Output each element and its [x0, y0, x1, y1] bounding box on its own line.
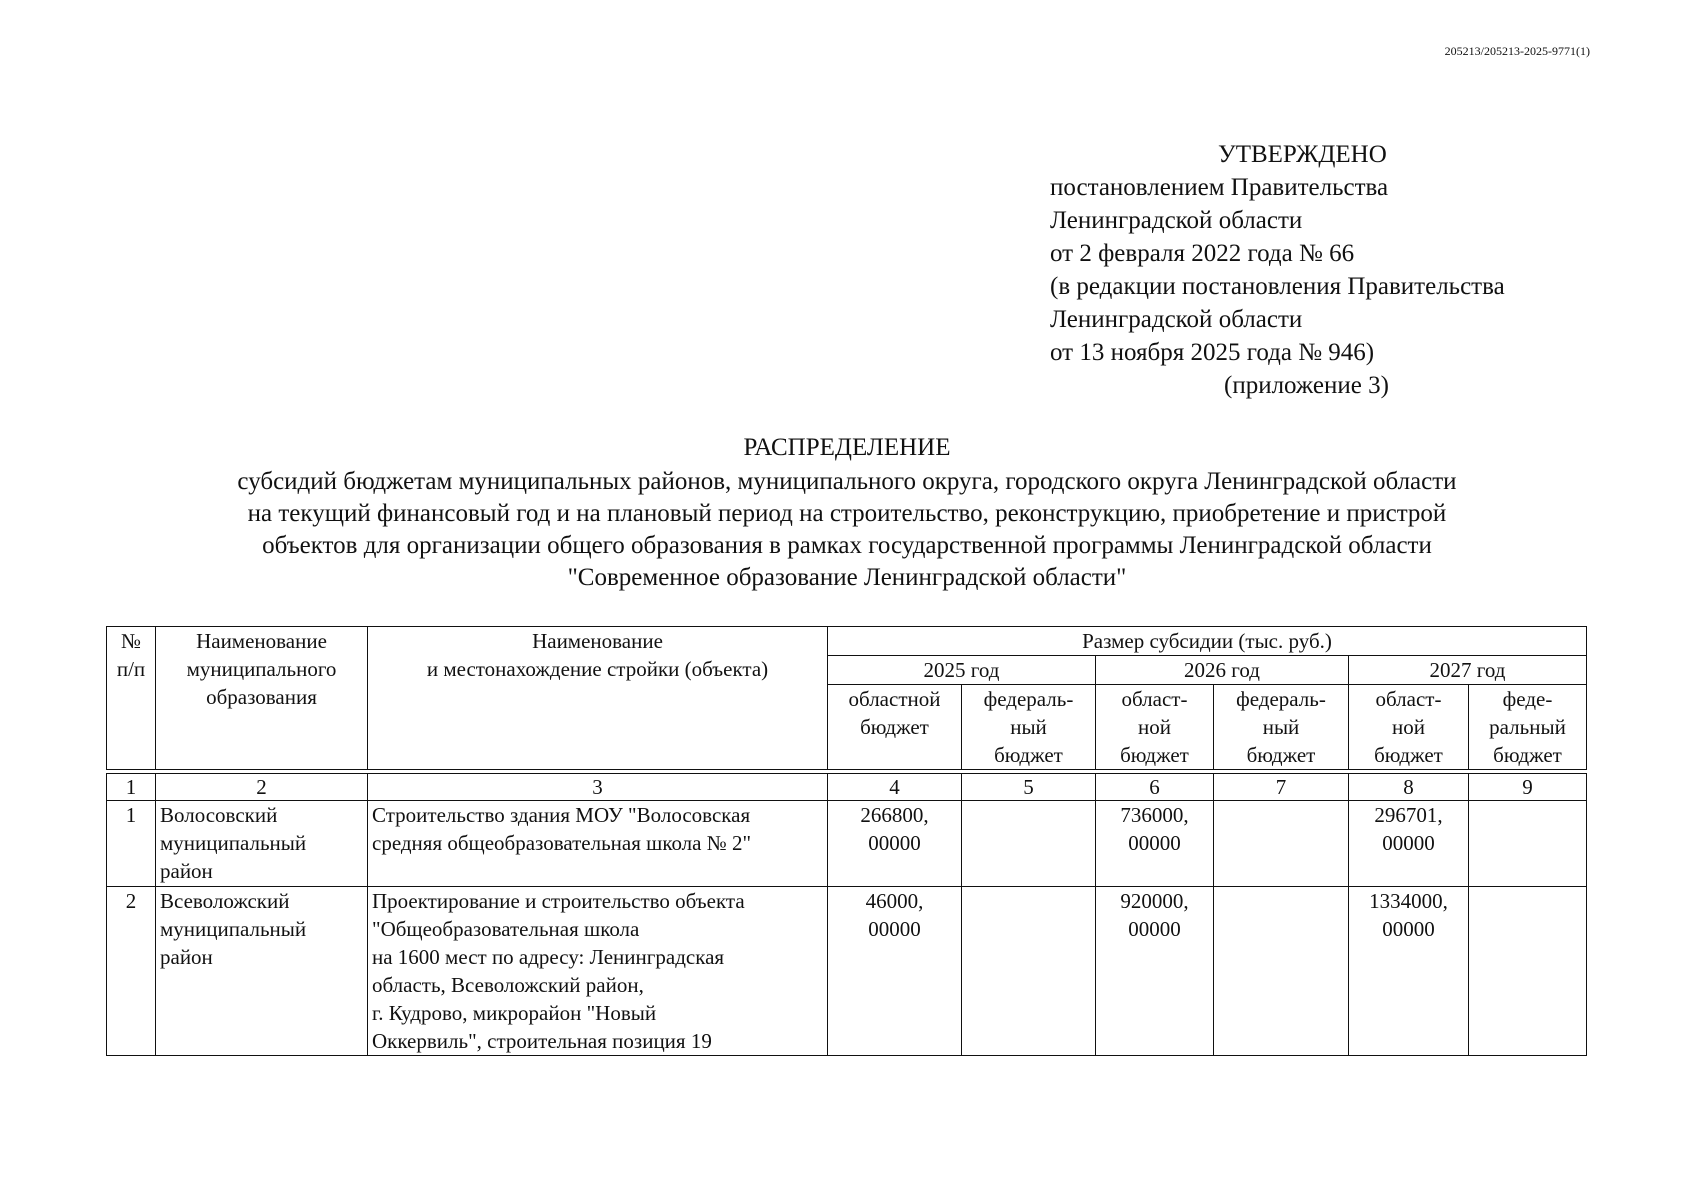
header-year-2025: 2025 год: [828, 656, 1096, 685]
row-federal-2025: [962, 801, 1096, 887]
cell-line: муниципальный: [160, 831, 307, 855]
cell-line: Волосовский: [160, 803, 278, 827]
header-text: ный: [1262, 715, 1300, 739]
row-federal-2026: [1214, 887, 1349, 1056]
cell-line: 296701,: [1374, 803, 1443, 827]
cell-line: 00000: [1128, 831, 1181, 855]
subsidy-table: [106, 626, 1587, 1056]
column-number: 2: [156, 774, 368, 801]
cell-line: 00000: [1382, 917, 1435, 941]
cell-line: 1334000,: [1369, 889, 1448, 913]
header-text: област-: [1121, 687, 1188, 711]
column-number: 6: [1096, 774, 1214, 801]
cell-line: 00000: [868, 831, 921, 855]
header-text: ный: [1010, 715, 1047, 739]
column-number: 7: [1214, 774, 1349, 801]
column-number: 5: [962, 774, 1096, 801]
row-municipality: [156, 887, 368, 1056]
header-text: феде-: [1502, 687, 1553, 711]
cell-line: средняя общеобразовательная школа № 2": [372, 831, 752, 855]
approval-line: постановлением Правительства: [1050, 174, 1389, 201]
header-budget-regional-2026: [1096, 685, 1214, 770]
title-line: "Современное образование Ленинградской области": [567, 564, 1127, 591]
cell-line: 00000: [868, 917, 921, 941]
header-col-municipality: [156, 627, 368, 770]
column-number: 8: [1349, 774, 1469, 801]
cell-line: г. Кудрово, микрорайон "Новый: [372, 1001, 657, 1025]
column-number: 1: [107, 774, 156, 801]
header-col-no: [107, 627, 156, 770]
row-regional-2026: [1096, 887, 1214, 1056]
title-main: РАСПРЕДЕЛЕНИЕ: [743, 434, 951, 461]
row-number: 2: [107, 887, 156, 1056]
header-text: федераль-: [983, 687, 1074, 711]
row-regional-2026: [1096, 801, 1214, 887]
cell-line: 00000: [1128, 917, 1181, 941]
header-year-2027: 2027 год: [1349, 656, 1587, 685]
header-budget-regional-2025: [828, 685, 962, 770]
row-number: 1: [107, 801, 156, 887]
approval-line: от 2 февраля 2022 года № 66: [1050, 240, 1355, 267]
column-number: 3: [368, 774, 828, 801]
header-budget-federal-2027: [1469, 685, 1587, 770]
row-federal-2025: [962, 887, 1096, 1056]
title-line: на текущий финансовый год и на плановый период на строительство, реконструкцию, приобретение и пристрой: [247, 500, 1447, 527]
approval-appendix: (приложение 3): [1224, 372, 1389, 399]
cell-line: на 1600 мест по адресу: Ленинградская: [372, 945, 725, 969]
row-object: [368, 887, 828, 1056]
cell-line: 736000,: [1120, 803, 1189, 827]
row-regional-2025: [828, 801, 962, 887]
approval-stamp: [1050, 138, 1610, 402]
cell-line: Проектирование и строительство объекта: [372, 889, 745, 913]
cell-line: 920000,: [1120, 889, 1189, 913]
row-federal-2027: [1469, 801, 1587, 887]
column-number: 9: [1469, 774, 1587, 801]
row-regional-2027: [1349, 801, 1469, 887]
cell-line: муниципальный: [160, 917, 307, 941]
title-line: объектов для организации общего образования в рамках государственной программы Ленинградской области: [262, 532, 1432, 559]
cell-line: Строительство здания МОУ "Волосовская: [372, 803, 751, 827]
header-text: бюджет: [1374, 743, 1443, 767]
approval-head: УТВЕРЖДЕНО: [1218, 141, 1387, 168]
cell-line: область, Всеволожский район,: [372, 973, 644, 997]
header-text: област-: [1375, 687, 1442, 711]
header-subsidy: Размер субсидии (тыс. руб.): [828, 627, 1587, 656]
cell-line: Оккервиль", строительная позиция 19: [372, 1029, 712, 1053]
header-text: №: [120, 629, 142, 653]
header-text: и местонахождение стройки (объекта): [426, 657, 769, 681]
column-number-row: [107, 774, 1587, 801]
header-text: ральный: [1489, 715, 1566, 739]
header-text: бюджет: [1120, 743, 1189, 767]
header-text: бюджет: [1246, 743, 1316, 767]
header-text: образования: [206, 685, 317, 709]
header-text: бюджет: [860, 715, 929, 739]
header-budget-regional-2027: [1349, 685, 1469, 770]
header-text: областной: [848, 687, 941, 711]
cell-line: "Общеобразовательная школа: [372, 917, 640, 941]
row-regional-2027: [1349, 887, 1469, 1056]
approval-line: Ленинградской области: [1050, 306, 1303, 333]
approval-line: (в редакции постановления Правительства: [1050, 273, 1505, 300]
row-municipality: [156, 801, 368, 887]
header-text: ной: [1138, 715, 1171, 739]
row-federal-2026: [1214, 801, 1349, 887]
header-text: федераль-: [1236, 687, 1326, 711]
title-line: субсидий бюджетам муниципальных районов, муниципального округа, городского округа Ленинградской области: [237, 468, 1457, 495]
table-row: [107, 801, 1587, 887]
header-text: муниципального: [186, 657, 337, 681]
header-col-object: [368, 627, 828, 770]
header-text: бюджет: [994, 743, 1063, 767]
document-title: [100, 432, 1594, 594]
header-text: Наименование: [196, 629, 327, 653]
row-federal-2027: [1469, 887, 1587, 1056]
header-budget-federal-2026: [1214, 685, 1349, 770]
cell-line: район: [160, 859, 213, 883]
cell-line: 00000: [1382, 831, 1435, 855]
cell-line: район: [160, 945, 213, 969]
header-text: Наименование: [532, 629, 663, 653]
approval-line: Ленинградской области: [1050, 207, 1303, 234]
column-number: 4: [828, 774, 962, 801]
row-regional-2025: [828, 887, 962, 1056]
header-text: п/п: [116, 657, 146, 681]
row-object: [368, 801, 828, 887]
table-row: [107, 887, 1587, 1056]
cell-line: 266800,: [860, 803, 929, 827]
header-text: бюджет: [1493, 743, 1562, 767]
cell-line: Всеволожский: [160, 889, 290, 913]
approval-line: от 13 ноября 2025 года № 946): [1050, 339, 1375, 366]
cell-line: 46000,: [865, 889, 924, 913]
header-year-2026: 2026 год: [1096, 656, 1349, 685]
header-text: ной: [1392, 715, 1425, 739]
header-budget-federal-2025: [962, 685, 1096, 770]
document-id: 205213/205213-2025-9771(1): [1444, 44, 1590, 58]
